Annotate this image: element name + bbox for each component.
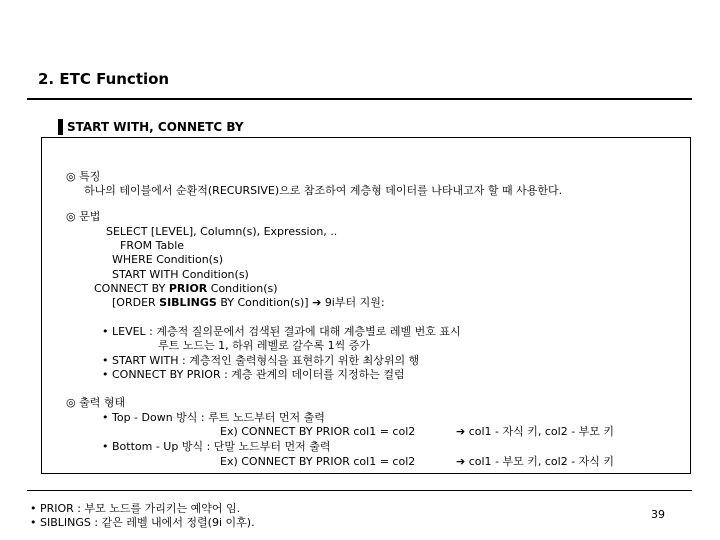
footer-divider <box>27 490 692 491</box>
syntax-where: WHERE Condition(s) <box>112 253 223 266</box>
bottom-up-result <box>456 455 614 469</box>
top-down-example: Ex) CONNECT BY PRIOR col1 = col2 <box>220 425 416 438</box>
arrow-icon: ➔ <box>456 425 466 438</box>
top-down-result-text: col1 - 자식 키, col2 - 부모 키 <box>468 425 615 438</box>
order-text: [ORDER <box>112 296 160 309</box>
title-divider <box>27 98 692 100</box>
slide-title: 2. ETC Function <box>38 70 170 88</box>
syntax-start-with: START WITH Condition(s) <box>112 268 249 281</box>
feature-description: 하나의 테이블에서 순환적(RECURSIVE)으로 참조하여 계층형 데이터를 나타내고자 할 때 사용한다. <box>84 184 563 197</box>
top-down-line: • Top - Down 방식 : 루트 노드부터 먼저 출력 <box>102 411 325 424</box>
bullet-level-detail: 루트 노드는 1, 하위 레벨로 갈수록 1씩 증가 <box>158 339 370 352</box>
connect-by-condition: Condition(s) <box>207 282 278 295</box>
page-number: 39 <box>651 508 665 521</box>
syntax-heading: ◎ 문법 <box>66 210 101 223</box>
note-siblings: • SIBLINGS : 같은 레벨 내에서 정렬(9i 이후). <box>30 516 255 529</box>
syntax-order-siblings <box>112 296 385 310</box>
syntax-connect-by <box>94 282 278 296</box>
feature-heading: ◎ 특징 <box>66 170 101 183</box>
connect-by-text: CONNECT BY <box>94 282 169 295</box>
prior-keyword: PRIOR <box>168 282 208 295</box>
bullet-connect-by-prior: • CONNECT BY PRIOR : 계층 관계의 데이터를 지정하는 컬럼 <box>102 368 405 381</box>
arrow-icon: ➔ <box>312 296 322 309</box>
order-condition: BY Condition(s)] <box>216 296 309 309</box>
arrow-icon: ➔ <box>456 455 466 468</box>
bullet-start-with: • START WITH : 계층적인 출력형식을 표현하기 위한 최상위의 행 <box>102 354 420 367</box>
bottom-up-result-text: col1 - 부모 키, col2 - 자식 키 <box>468 455 615 468</box>
output-heading: ◎ 출력 형태 <box>66 396 126 409</box>
bullet-level: • LEVEL : 계층적 질의문에서 검색된 결과에 대해 계층별로 레벨 번호 표시 <box>102 325 461 338</box>
syntax-from: FROM Table <box>120 239 185 252</box>
support-note: 9i부터 지원: <box>324 296 385 309</box>
section-heading: START WITH, CONNETC BY <box>58 119 244 135</box>
note-prior: • PRIOR : 부모 노드를 가리키는 예약어 임. <box>30 502 241 515</box>
bottom-up-example: Ex) CONNECT BY PRIOR col1 = col2 <box>220 455 416 468</box>
siblings-keyword: SIBLINGS <box>159 296 217 309</box>
top-down-result <box>456 425 614 439</box>
bottom-up-line: • Bottom - Up 방식 : 단말 노드부터 먼저 출력 <box>102 440 331 453</box>
syntax-select: SELECT [LEVEL], Column(s), Expression, .. <box>106 225 338 238</box>
